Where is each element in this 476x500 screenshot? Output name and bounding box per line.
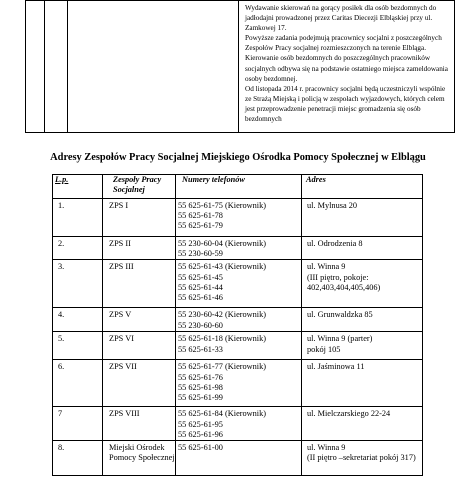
empty-cell xyxy=(26,1,45,133)
address-line: ul. Mylnusa 20 xyxy=(307,201,358,210)
team-name: ZPS III xyxy=(109,262,134,272)
team-name-cell xyxy=(103,360,176,407)
address-cell xyxy=(302,260,423,308)
address-line: 402,403,404,405,406) xyxy=(307,282,381,292)
row-number: 2. xyxy=(53,237,103,260)
address-line: ul. Mielczarskiego 22-24 xyxy=(307,409,391,419)
address-line: ul. Odrodzenia 8 xyxy=(307,239,363,248)
team-name: ZPS VIII xyxy=(109,409,140,419)
phone-number: 55 625-61-18 (Kierownik) xyxy=(178,334,267,344)
phone-number: 55 625-61-45 xyxy=(178,272,223,282)
header-phones: Numery telefonów xyxy=(176,175,302,199)
phones-cell xyxy=(176,407,302,441)
phones-cell xyxy=(176,237,302,260)
phone-number: 55 625-61-99 xyxy=(178,393,223,403)
phone-number: 55 625-61-96 xyxy=(178,429,223,439)
table-row xyxy=(53,407,423,441)
previous-table-fragment xyxy=(25,0,455,133)
phone-number: 55 625-61-44 xyxy=(178,282,223,292)
phones-cell xyxy=(176,360,302,407)
paragraph: Od listopada 2014 r. pracownicy socjalni będą uczestniczyli wspólnie ze Strażą Miejską i policją w zespołach wyjazdowych, których celem jest przeprowadzenie penetracji miejsc gromadzenia się osób bezdomnych xyxy=(245,84,446,124)
address-cell xyxy=(302,199,423,237)
team-name-cell xyxy=(103,332,176,360)
phone-number: 55 230-60-59 xyxy=(178,249,223,259)
address-line: ul. Winna 9 xyxy=(307,443,346,453)
phones-cell xyxy=(176,441,302,476)
team-name: Pomocy Społecznej xyxy=(109,453,175,463)
table-row xyxy=(53,199,423,237)
phone-number: 55 625-61-75 (Kierownik) xyxy=(178,201,267,210)
table-row xyxy=(53,360,423,407)
empty-cell xyxy=(45,1,68,133)
address-line: (II piętro –sekretariat pokój 317) xyxy=(307,453,416,463)
phone-number: 55 625-61-33 xyxy=(178,344,223,354)
phone-number: 55 230-60-04 (Kierownik) xyxy=(178,239,267,248)
phone-number: 55 625-61-46 xyxy=(178,293,223,303)
team-name: ZPS V xyxy=(109,310,132,320)
row-number: 1. xyxy=(53,199,103,237)
address-line: (III piętro, pokoje: xyxy=(307,272,369,282)
team-name: ZPS VII xyxy=(109,362,137,372)
team-name-cell xyxy=(103,308,176,332)
header-team-line: Zespoły Pracy xyxy=(113,175,162,184)
table-row xyxy=(53,260,423,308)
address-line: ul. Grunwaldzka 85 xyxy=(307,310,373,320)
address-cell xyxy=(302,237,423,260)
paragraph: Powyższe zadania podejmują pracownicy socjalni z poszczególnych Zespołów Pracy socjalnej rozmieszczonych na terenie Elbląga. xyxy=(245,34,442,53)
row-number: 4. xyxy=(53,308,103,332)
header-lp: L.p. xyxy=(53,175,103,199)
phone-number: 55 625-61-77 (Kierownik) xyxy=(178,362,267,372)
header-address: Adres xyxy=(302,175,423,199)
phone-number: 55 625-61-79 xyxy=(178,221,223,231)
phone-number: 55 625-61-76 xyxy=(178,372,223,382)
paragraph: Kierowanie osób bezdomnych do poszczególnych pracowników socjalnych odbywa się na podstawie ostatniego miejsca zameldowania osoby bezdomnej. xyxy=(245,54,448,83)
row-number: 3. xyxy=(53,260,103,308)
phone-number: 55 625-61-98 xyxy=(178,382,223,392)
phones-cell xyxy=(176,260,302,308)
tasks-description-cell xyxy=(239,1,455,133)
header-team xyxy=(103,175,176,199)
row-number: 7 xyxy=(53,407,103,441)
team-name: Miejski Ośrodek xyxy=(109,443,165,453)
address-line: pokój 105 xyxy=(307,344,341,354)
team-name-cell xyxy=(103,407,176,441)
team-name: ZPS II xyxy=(109,239,131,248)
team-name-cell xyxy=(103,199,176,237)
address-line: ul. Winna 9 (parter) xyxy=(307,334,373,344)
phones-cell xyxy=(176,199,302,237)
row-number: 6. xyxy=(53,360,103,407)
empty-cell xyxy=(68,1,239,133)
table-row xyxy=(53,308,423,332)
table-row xyxy=(26,1,455,133)
section-heading: Adresy Zespołów Pracy Socjalnej Miejskiego Ośrodka Pomocy Społecznej w Elblągu xyxy=(50,152,426,163)
team-name-cell xyxy=(103,441,176,476)
address-cell xyxy=(302,332,423,360)
address-cell xyxy=(302,407,423,441)
table-row xyxy=(53,332,423,360)
phone-number: 55 625-61-78 xyxy=(178,211,223,221)
phone-number: 55 625-61-84 (Kierownik) xyxy=(178,409,267,419)
address-cell xyxy=(302,441,423,476)
team-name: ZPS VI xyxy=(109,334,134,344)
phone-number: 55 625-61-95 xyxy=(178,419,223,429)
address-line: ul. Winna 9 xyxy=(307,262,346,272)
table-row xyxy=(53,237,423,260)
address-line: ul. Jaśminowa 11 xyxy=(307,362,365,372)
address-cell xyxy=(302,360,423,407)
table-header-row xyxy=(53,175,423,199)
address-cell xyxy=(302,308,423,332)
row-number: 8. xyxy=(53,441,103,476)
row-number: 5. xyxy=(53,332,103,360)
team-name-cell xyxy=(103,237,176,260)
phones-cell xyxy=(176,308,302,332)
phone-number: 55 230-60-42 (Kierownik) xyxy=(178,310,267,320)
paragraph: Wydawanie skierowań na gorący posiłek dla osób bezdomnych do jadłodajni prowadzonej przez Caritas Diecezji Elbląskiej przy ul. Zamkowej 17. xyxy=(245,4,437,33)
header-team-line: Socjalnej xyxy=(113,185,145,195)
phone-number: 55 625-61-43 (Kierownik) xyxy=(178,262,267,272)
addresses-table xyxy=(52,174,423,476)
team-name: ZPS I xyxy=(109,201,129,210)
team-name-cell xyxy=(103,260,176,308)
phone-number: 55 625-61-00 xyxy=(178,443,223,453)
phones-cell xyxy=(176,332,302,360)
phone-number: 55 230-60-60 xyxy=(178,320,223,330)
table-row xyxy=(53,441,423,476)
